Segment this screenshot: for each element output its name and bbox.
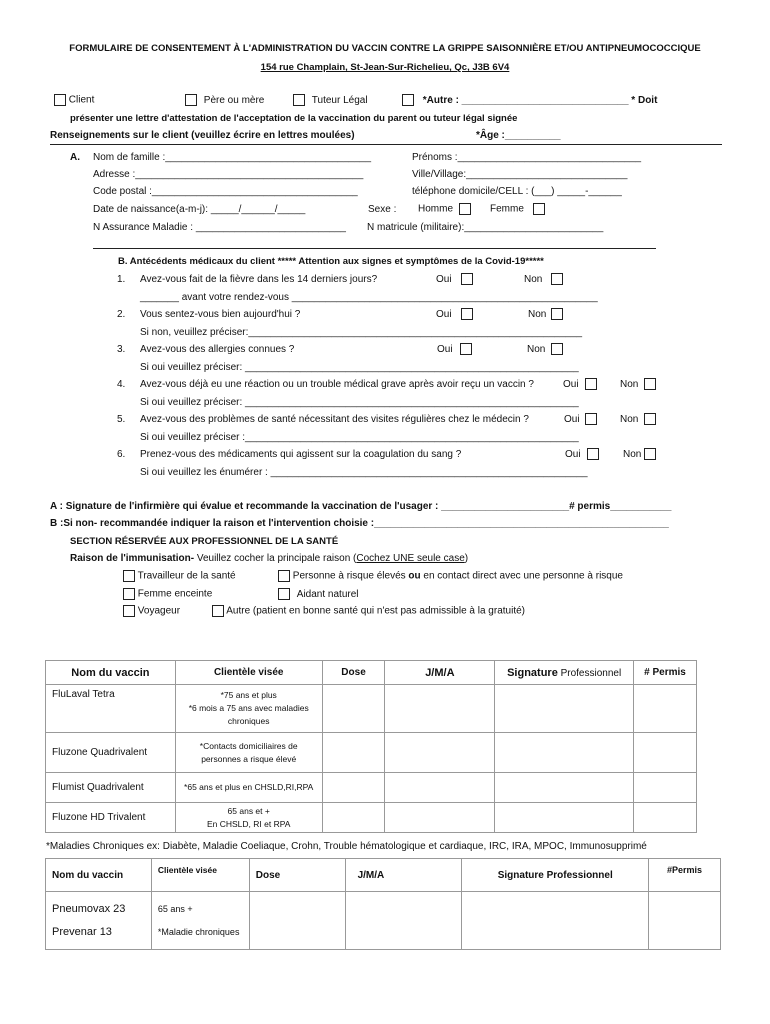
- clientele-text: chroniques: [227, 716, 270, 726]
- date-cell[interactable]: [385, 803, 495, 833]
- permit-cell[interactable]: [634, 733, 697, 773]
- details-field[interactable]: Si oui veuillez préciser :____________________________________________________________: [140, 432, 579, 443]
- dob-field[interactable]: Date de naissance(a-m-j): _____/______/_____: [93, 204, 306, 215]
- question-text: Avez-vous des problèmes de santé nécessitant des visites régulières chez le médecin ?: [140, 414, 529, 425]
- clientele-cell: [151, 892, 249, 950]
- vaccine-name: FluLaval Tetra: [46, 685, 176, 733]
- vaccine-names-cell: [46, 892, 152, 950]
- details-field[interactable]: Si oui veuillez préciser: ____________________________________________________________: [140, 397, 579, 408]
- table-row: [46, 685, 697, 733]
- address-line: 154 rue Champlain, St-Jean-Sur-Richelieu, Qc, J3B 6V4: [260, 62, 510, 73]
- header-dose: Dose: [322, 661, 385, 685]
- no-checkbox[interactable]: [551, 343, 563, 355]
- clientele-text: *6 mois a 75 ans avec maladies: [188, 703, 309, 713]
- question-number: 1.: [117, 274, 126, 285]
- other-option[interactable]: *Autre : ______________________________ * Doit: [402, 94, 657, 106]
- no-checkbox[interactable]: [551, 308, 563, 320]
- permit-cell[interactable]: [634, 685, 697, 733]
- question-text: Avez-vous déjà eu une réaction ou un trouble médical grave après avoir reçu un vaccin ?: [140, 379, 534, 390]
- section-a-label: A.: [70, 152, 80, 163]
- clientele-text: *Contacts domiciliaires de: [199, 740, 298, 751]
- client-checkbox[interactable]: [54, 94, 66, 106]
- date-cell[interactable]: [385, 685, 495, 733]
- question-text: Avez-vous des allergies connues ?: [140, 344, 295, 355]
- clientele-cell: [175, 733, 322, 773]
- question-number: 5.: [117, 414, 126, 425]
- vaccine-name: Fluzone Quadrivalent: [46, 733, 176, 773]
- parent-checkbox[interactable]: [185, 94, 197, 106]
- yes-label: Oui: [437, 344, 453, 355]
- flu-vaccine-table: [45, 660, 697, 833]
- pneumo-vaccine-table: [45, 858, 721, 950]
- permit-cell[interactable]: [634, 773, 697, 803]
- permit-cell[interactable]: [649, 892, 721, 950]
- male-checkbox[interactable]: [459, 203, 471, 215]
- age-field[interactable]: *Âge :__________: [476, 130, 561, 141]
- divider: [93, 248, 656, 249]
- clientele-cell: [175, 803, 322, 833]
- signature-cell[interactable]: [495, 803, 634, 833]
- header-vaccine-name: Nom du vaccin: [46, 859, 152, 892]
- signature-cell[interactable]: [462, 892, 649, 950]
- clientele-text: 65 ans et +: [227, 805, 270, 816]
- client-option[interactable]: Client: [54, 94, 94, 106]
- male-option[interactable]: Homme: [418, 203, 471, 215]
- permit-cell[interactable]: [634, 803, 697, 833]
- postal-code-field[interactable]: Code postal :_____________________________________: [93, 186, 358, 197]
- no-checkbox[interactable]: [644, 413, 656, 425]
- dose-cell[interactable]: [322, 733, 385, 773]
- date-cell[interactable]: [385, 733, 495, 773]
- header-vaccine-name: Nom du vaccin: [46, 661, 176, 685]
- dose-cell[interactable]: [322, 803, 385, 833]
- question-text: Vous sentez-vous bien aujourd'hui ?: [140, 309, 301, 320]
- no-label: Non: [623, 449, 642, 460]
- clientele-text: 65 ans +: [157, 903, 193, 914]
- yes-label: Oui: [565, 449, 581, 460]
- city-field[interactable]: Ville/Village:_____________________________: [412, 169, 628, 180]
- reason-health-worker[interactable]: Travailleur de la santé: [123, 570, 236, 582]
- form-title: FORMULAIRE DE CONSENTEMENT À L'ADMINISTRATION DU VACCIN CONTRE LA GRIPPE SAISONNIÈRE ET/OU ANTIPNEUMOCOCCIQUE: [69, 43, 701, 54]
- client-info-heading: Renseignements sur le client (veuillez écrire en lettres moulées): [50, 130, 355, 141]
- reason-high-risk[interactable]: Personne à risque élevés ou en contact direct avec une personne à risque: [278, 570, 623, 582]
- question-number: 6.: [117, 449, 126, 460]
- no-label: Non: [620, 379, 639, 390]
- clientele-cell: [175, 773, 322, 803]
- question-number: 4.: [117, 379, 126, 390]
- table-row: [46, 773, 697, 803]
- signature-cell[interactable]: [495, 733, 634, 773]
- vaccine-name: Flumist Quadrivalent: [46, 773, 176, 803]
- yes-checkbox[interactable]: [460, 343, 472, 355]
- header-signature: Signature Professionnel: [495, 661, 634, 685]
- military-field[interactable]: N matricule (militaire):_________________________: [367, 222, 604, 233]
- dose-cell[interactable]: [322, 773, 385, 803]
- signature-cell[interactable]: [495, 685, 634, 733]
- clientele-text: *75 ans et plus: [220, 690, 277, 700]
- dose-cell[interactable]: [249, 892, 345, 950]
- details-field[interactable]: Si oui veuillez les énumérer : _________________________________________________________: [140, 467, 588, 478]
- guardian-checkbox[interactable]: [293, 94, 305, 106]
- no-label: Non: [524, 274, 543, 285]
- header-permit: # Permis: [634, 661, 697, 685]
- yes-checkbox[interactable]: [587, 448, 599, 460]
- header-dose: Dose: [249, 859, 345, 892]
- signature-cell[interactable]: [495, 773, 634, 803]
- question-text: Prenez-vous des médicaments qui agissent sur la coagulation du sang ?: [140, 449, 462, 460]
- dose-cell[interactable]: [322, 685, 385, 733]
- clientele-text: *Maladie chroniques: [157, 926, 240, 937]
- female-option[interactable]: Femme: [490, 203, 545, 215]
- traveler-checkbox[interactable]: [123, 605, 135, 617]
- reason-other[interactable]: Autre (patient en bonne santé qui n'est pas admissible à la gratuité): [212, 605, 525, 617]
- female-checkbox[interactable]: [533, 203, 545, 215]
- divider: [50, 144, 722, 145]
- chronic-disease-footnote: *Maladies Chroniques ex: Diabète, Maladie Coeliaque, Crohn, Trouble hématologique et cardiaque, IRC, IRA, MPOC, Immunosupprimé: [46, 841, 647, 852]
- reason-pregnant[interactable]: Femme enceinte: [123, 588, 212, 600]
- details-field[interactable]: Si oui veuillez préciser: ____________________________________________________________: [140, 362, 579, 373]
- no-label: Non: [528, 309, 547, 320]
- health-worker-checkbox[interactable]: [123, 570, 135, 582]
- high-risk-checkbox[interactable]: [278, 570, 290, 582]
- yes-checkbox[interactable]: [585, 378, 597, 390]
- last-name-field[interactable]: Nom de famille :_____________________________________: [93, 152, 372, 163]
- guardian-option[interactable]: Tuteur Légal: [293, 94, 368, 106]
- no-label: Non: [620, 414, 639, 425]
- question-text: Avez-vous fait de la fièvre dans les 14 derniers jours?: [140, 274, 378, 285]
- clientele-cell: [175, 685, 322, 733]
- vaccine-name: Pneumovax 23: [52, 902, 126, 915]
- caregiver-checkbox[interactable]: [278, 588, 290, 600]
- header-signature: Signature Professionnel: [462, 859, 649, 892]
- date-cell[interactable]: [345, 892, 462, 950]
- table-header-row: [46, 859, 721, 892]
- header-clientele: Clientèle visée: [151, 859, 249, 892]
- question-number: 3.: [117, 344, 126, 355]
- no-checkbox[interactable]: [644, 378, 656, 390]
- yes-label: Oui: [564, 414, 580, 425]
- professional-heading: SECTION RÉSERVÉE AUX PROFESSIONNEL DE LA SANTÉ: [70, 536, 339, 547]
- non-recommended-line[interactable]: B :Si non- recommandée indiquer la raison et l'intervention choisie :_____________________________________________________: [50, 518, 669, 529]
- no-checkbox[interactable]: [551, 273, 563, 285]
- address-field[interactable]: Adresse :_________________________________________: [93, 169, 364, 180]
- guardian-note: présenter une lettre d'attestation de l'acceptation de la vaccination du parent ou tuteur légal signée: [70, 113, 518, 124]
- yes-label: Oui: [436, 309, 452, 320]
- phone-field[interactable]: téléphone domicile/CELL : (___) _____-______: [412, 186, 622, 197]
- clientele-text: *65 ans et plus en CHSLD,RI,RPA: [184, 782, 314, 792]
- table-row: [46, 892, 721, 950]
- pregnant-checkbox[interactable]: [123, 588, 135, 600]
- other-reason-checkbox[interactable]: [212, 605, 224, 617]
- yes-label: Oui: [563, 379, 579, 390]
- details-field[interactable]: Si non, veuillez préciser:____________________________________________________________: [140, 327, 583, 338]
- health-insurance-field[interactable]: N Assurance Maladie : ___________________________: [93, 222, 346, 233]
- sex-label: Sexe :: [368, 204, 397, 215]
- other-checkbox[interactable]: [402, 94, 414, 106]
- question-number: 2.: [117, 309, 126, 320]
- yes-checkbox[interactable]: [585, 413, 597, 425]
- reason-caregiver[interactable]: Aidant naturel: [278, 588, 359, 600]
- details-field[interactable]: _______ avant votre rendez-vous _______________________________________________________: [140, 292, 598, 303]
- yes-checkbox[interactable]: [461, 308, 473, 320]
- clientele-text: personnes a risque élevé: [201, 753, 297, 764]
- yes-checkbox[interactable]: [461, 273, 473, 285]
- clientele-text: En CHSLD, RI et RPA: [206, 818, 291, 829]
- header-date: J/M/A: [345, 859, 462, 892]
- yes-label: Oui: [436, 274, 452, 285]
- table-row: [46, 733, 697, 773]
- vaccine-name: Fluzone HD Trivalent: [46, 803, 176, 833]
- nurse-signature-line[interactable]: A : Signature de l'infirmière qui évalue et recommande la vaccination de l'usager : _______________________# permis___________: [50, 501, 672, 512]
- reason-traveler[interactable]: Voyageur: [123, 605, 180, 617]
- table-header-row: [46, 661, 697, 685]
- parent-option[interactable]: Père ou mère: [185, 94, 264, 106]
- reason-line: Raison de l'immunisation- Veuillez cocher la principale raison (Cochez UNE seule case): [70, 553, 469, 564]
- first-name-field[interactable]: Prénoms :_________________________________: [412, 152, 642, 163]
- medical-heading: B. Antécédents médicaux du client ***** Attention aux signes et symptômes de la Covid-19*****: [118, 256, 544, 267]
- header-date: J/M/A: [385, 661, 495, 685]
- no-label: Non: [527, 344, 546, 355]
- date-cell[interactable]: [385, 773, 495, 803]
- table-row: [46, 803, 697, 833]
- header-permit: #Permis: [649, 859, 721, 892]
- vaccine-name: Prevenar 13: [52, 925, 112, 938]
- no-checkbox[interactable]: [644, 448, 656, 460]
- header-clientele: Clientèle visée: [175, 661, 322, 685]
